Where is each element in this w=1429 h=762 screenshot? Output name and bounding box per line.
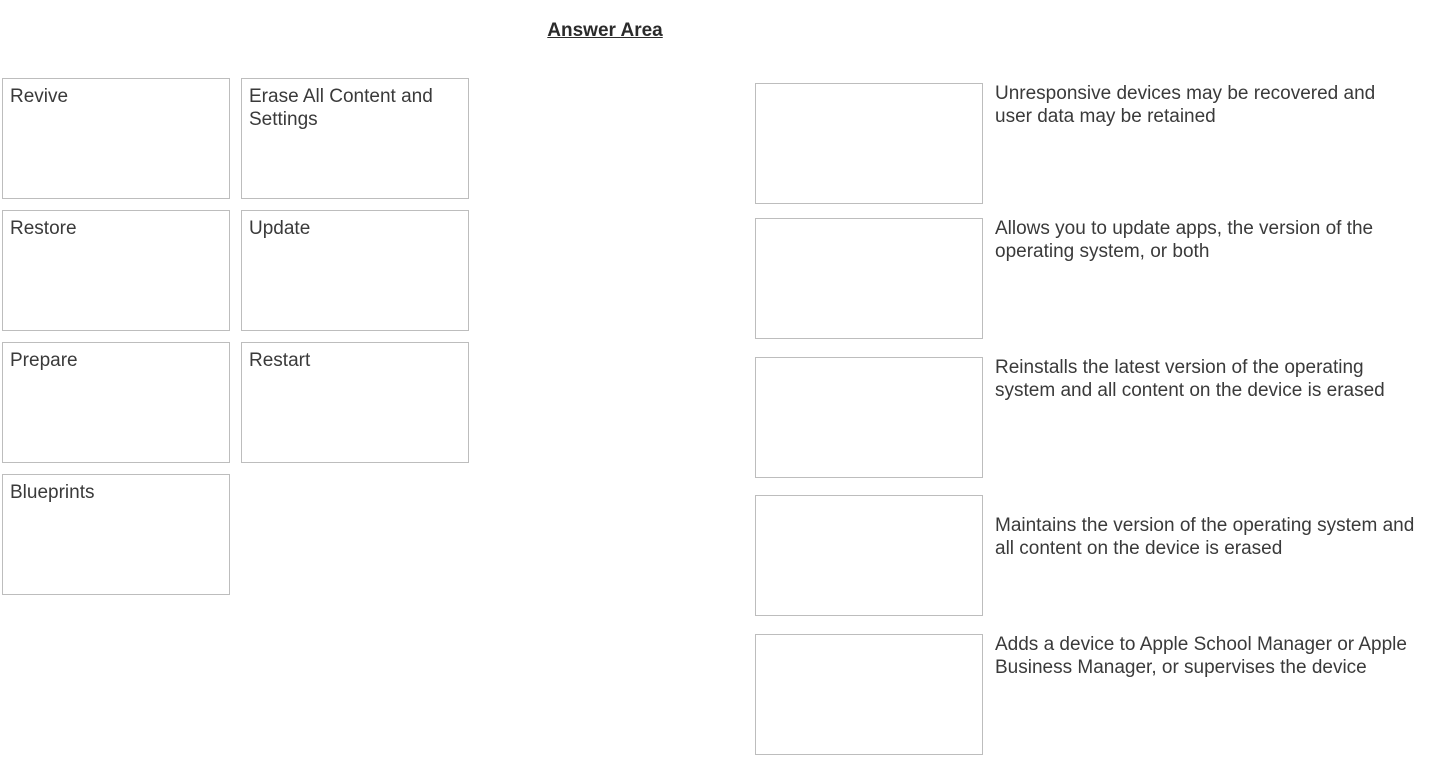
- drop-target-1[interactable]: [755, 83, 983, 204]
- target-description-3: Reinstalls the latest version of the operating system and all content on the device is erased: [995, 357, 1385, 401]
- option-blueprints[interactable]: Blueprints: [2, 474, 230, 595]
- drop-target-2[interactable]: [755, 218, 983, 339]
- target-description-2: Allows you to update apps, the version of the operating system, or both: [995, 218, 1374, 262]
- option-restart[interactable]: Restart: [241, 342, 469, 463]
- target-description-4: Maintains the version of the operating system and all content on the device is erased: [995, 515, 1415, 559]
- option-erase-all-content-and-settings[interactable]: Erase All Content and Settings: [241, 78, 469, 199]
- target-description-5: Adds a device to Apple School Manager or Apple Business Manager, or supervises the device: [995, 634, 1407, 678]
- drop-target-5[interactable]: [755, 634, 983, 755]
- option-restore[interactable]: Restore: [2, 210, 230, 331]
- option-update[interactable]: Update: [241, 210, 469, 331]
- target-description-1: Unresponsive devices may be recovered and user data may be retained: [995, 83, 1376, 127]
- drop-target-3[interactable]: [755, 357, 983, 478]
- answer-area-title: Answer Area: [547, 20, 663, 41]
- drop-target-4[interactable]: [755, 495, 983, 616]
- option-revive[interactable]: Revive: [2, 78, 230, 199]
- option-prepare[interactable]: Prepare: [2, 342, 230, 463]
